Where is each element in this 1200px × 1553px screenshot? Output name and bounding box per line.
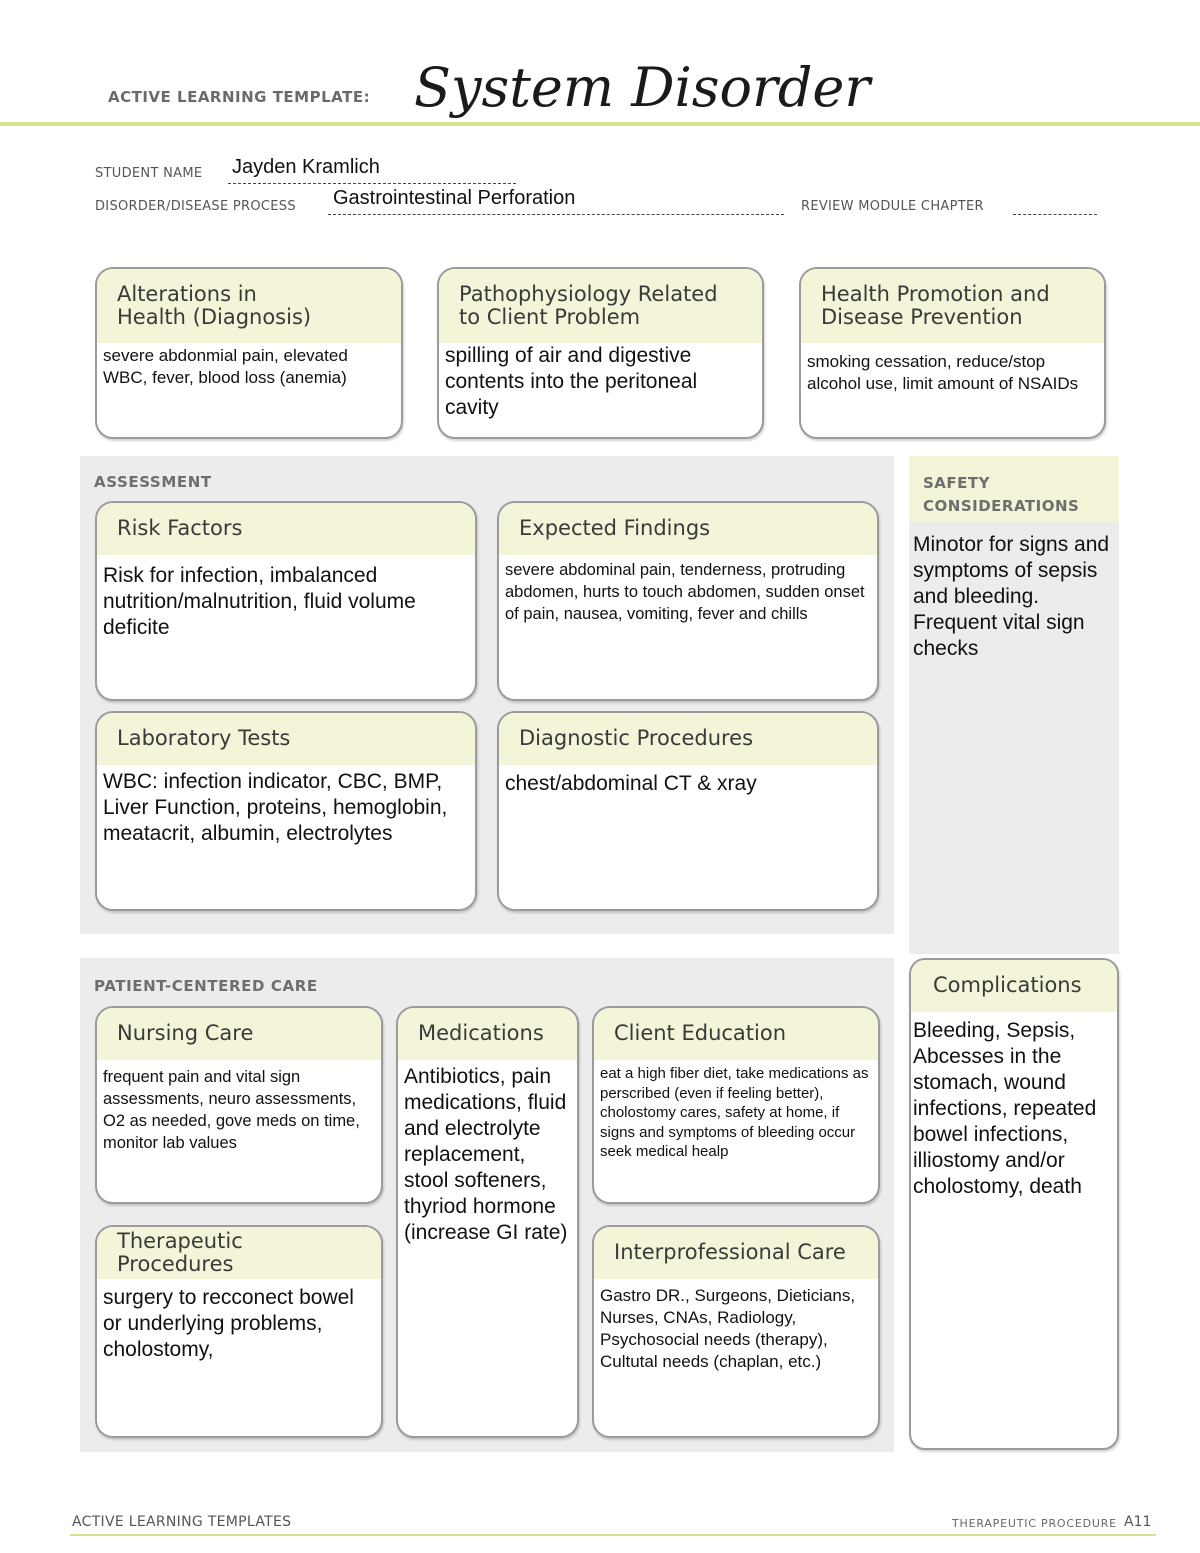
therapeutic-procedures-box xyxy=(95,1225,383,1438)
header-rule xyxy=(0,122,1200,126)
review-module-label: REVIEW MODULE CHAPTER xyxy=(801,199,984,214)
expected-findings-body[interactable]: severe abdominal pain, tenderness, protruding abdomen, hurts to touch abdomen, sudden onset of pain, nausea, vomiting, fever and chills xyxy=(505,561,865,623)
pathophysiology-body[interactable]: spilling of air and digestive contents into the peritoneal cavity xyxy=(445,344,698,419)
alterations-body[interactable]: severe abdonmial pain, elevated WBC, fever, blood loss (anemia) xyxy=(103,346,348,387)
medications-title: Medications xyxy=(398,1008,577,1060)
health-promotion-title-line2: Disease Prevention xyxy=(821,305,1023,329)
diagnostic-procedures-box xyxy=(497,711,879,911)
review-module-field[interactable] xyxy=(1013,199,1097,215)
diagnostic-procedures-body[interactable]: chest/abdominal CT & xray xyxy=(505,772,757,795)
pathophysiology-box xyxy=(437,267,764,439)
interprofessional-care-body[interactable]: Gastro DR., Surgeons, Dieticians, Nurses, CNAs, Radiology, Psychosocial needs (therapy), Cultutal needs (chaplan, etc.) xyxy=(600,1286,856,1371)
client-education-title: Client Education xyxy=(594,1008,878,1060)
medications-body[interactable]: Antibiotics, pain medications, fluid and electrolyte replacement, stool softeners, thyriod hormone (increase GI rate) xyxy=(404,1065,568,1244)
interprofessional-care-title: Interprofessional Care xyxy=(594,1227,878,1279)
diagnostic-procedures-title: Diagnostic Procedures xyxy=(499,713,877,765)
client-education-body[interactable]: eat a high fiber diet, take medications as perscribed (even if feeling better), cholostomy cares, safety at home, if signs and symptoms of bleeding occur seek medical healp xyxy=(600,1065,869,1160)
nursing-care-body[interactable]: frequent pain and vital sign assessments, neuro assessments, O2 as needed, gove meds on time, monitor lab values xyxy=(103,1068,360,1152)
client-education-box xyxy=(592,1006,880,1204)
footer-section-label: THERAPEUTIC PROCEDURE xyxy=(952,1517,1117,1530)
health-promotion-title-line1: Health Promotion and xyxy=(821,281,1050,306)
therapeutic-procedures-title: Therapeutic Procedures xyxy=(97,1227,381,1279)
interprofessional-care-box xyxy=(592,1225,880,1438)
nursing-care-title: Nursing Care xyxy=(97,1008,381,1060)
disorder-label: DISORDER/DISEASE PROCESS xyxy=(95,199,296,214)
safety-considerations-title: SAFETY CONSIDERATIONS xyxy=(909,456,1119,522)
therapeutic-procedures-body[interactable]: surgery to recconect bowel or underlying problems, cholostomy, xyxy=(103,1286,354,1361)
assessment-title: ASSESSMENT xyxy=(94,473,212,491)
footer-left: ACTIVE LEARNING TEMPLATES xyxy=(72,1514,292,1530)
footer-page-number: A11 xyxy=(1124,1514,1152,1530)
risk-factors-title: Risk Factors xyxy=(97,503,475,555)
page-title: System Disorder xyxy=(414,56,871,119)
pathophysiology-title-line1: Pathophysiology Related xyxy=(459,281,718,306)
risk-factors-box xyxy=(95,501,477,701)
risk-factors-body[interactable]: Risk for infection, imbalanced nutrition/malnutrition, fluid volume deficite xyxy=(103,564,416,639)
medications-box xyxy=(396,1006,579,1438)
template-prefix: ACTIVE LEARNING TEMPLATE: xyxy=(108,88,371,106)
alterations-title-line1: Alterations in xyxy=(117,281,257,306)
complications-box xyxy=(909,958,1119,1450)
health-promotion-box xyxy=(799,267,1106,439)
alterations-in-health-box xyxy=(95,267,403,439)
complications-title: Complications xyxy=(911,960,1117,1012)
safety-considerations-body[interactable]: Minotor for signs and symptoms of sepsis and bleeding. Frequent vital sign checks xyxy=(913,533,1110,660)
nursing-care-box xyxy=(95,1006,383,1204)
laboratory-tests-box xyxy=(95,711,477,911)
health-promotion-body[interactable]: smoking cessation, reduce/stop alcohol use, limit amount of NSAIDs xyxy=(807,352,1079,393)
expected-findings-box xyxy=(497,501,879,701)
expected-findings-title: Expected Findings xyxy=(499,503,877,555)
student-name-label: STUDENT NAME xyxy=(95,166,203,181)
laboratory-tests-title: Laboratory Tests xyxy=(97,713,475,765)
alterations-title-line2: Health (Diagnosis) xyxy=(117,305,312,329)
pathophysiology-title-line2: to Client Problem xyxy=(459,305,641,329)
patient-centered-care-title: PATIENT-CENTERED CARE xyxy=(94,977,318,995)
disorder-field[interactable]: Gastrointestinal Perforation xyxy=(333,187,576,209)
laboratory-tests-body[interactable]: WBC: infection indicator, CBC, BMP, Liver Function, proteins, hemoglobin, meatacrit, albumin, electrolytes xyxy=(103,770,448,845)
complications-body[interactable]: Bleeding, Sepsis, Abcesses in the stomach, wound infections, repeated bowel infections, illiostomy and/or cholostomy, death xyxy=(913,1019,1097,1198)
footer-rule xyxy=(70,1534,1156,1536)
student-name-field[interactable]: Jayden Kramlich xyxy=(232,156,380,178)
